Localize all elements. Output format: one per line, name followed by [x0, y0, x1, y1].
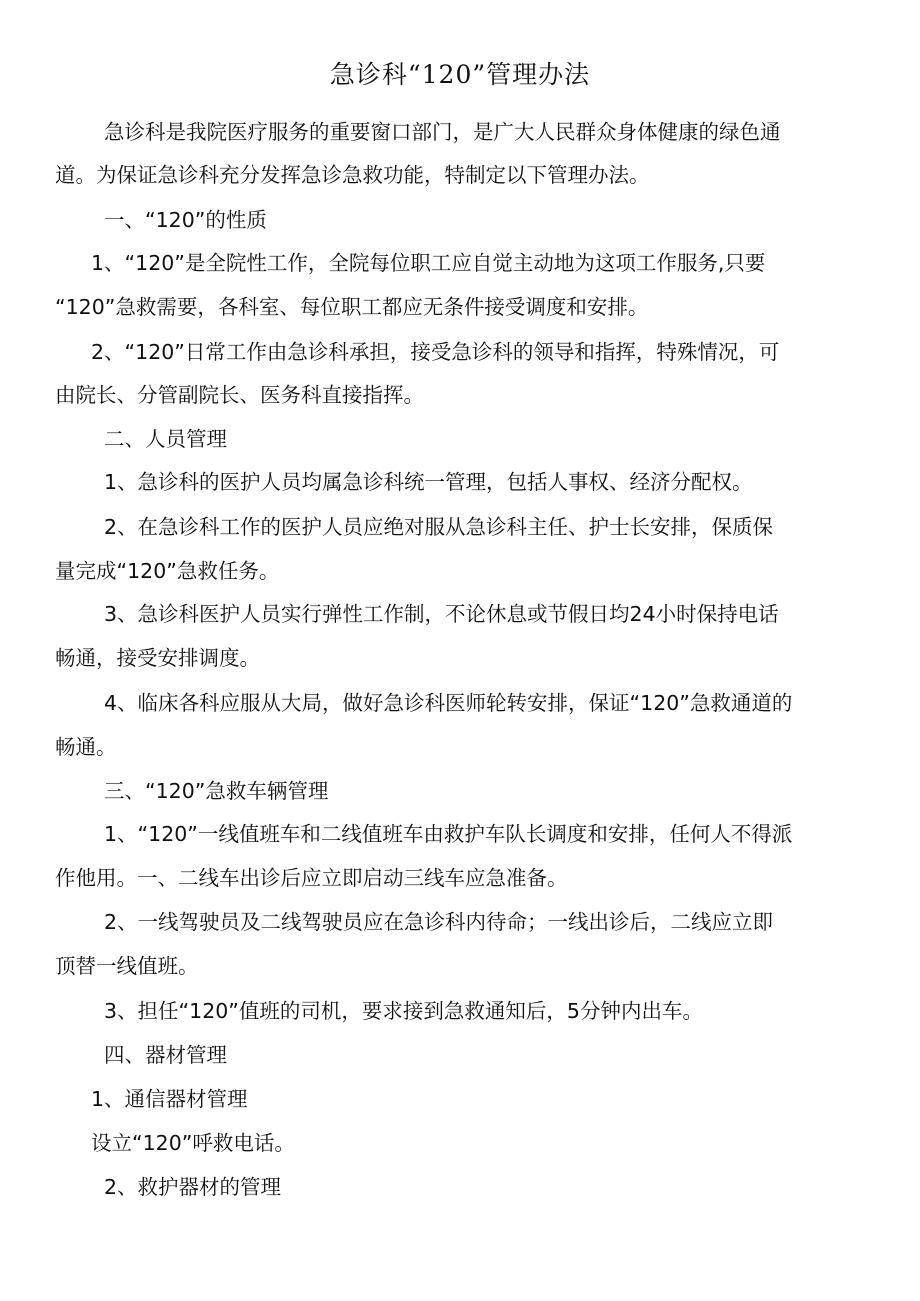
section-4-item-1-line-2: 设立“120”呼救电话。: [91, 1131, 295, 1155]
section-1-heading: 一、“120”的性质: [104, 208, 267, 232]
section-2-item-3-line-2: 畅通，接受安排调度。: [55, 646, 260, 670]
section-3-item-2-line-2: 顶替一线值班。: [55, 954, 199, 978]
section-3-item-1-line-1: 1、“120”一线值班车和二线值班车由救护车队长调度和安排，任何人不得派: [104, 822, 793, 846]
section-2-item-2-line-2: 量完成“120”急救任务。: [55, 559, 280, 583]
document-title: 急诊科“120”管理办法: [329, 60, 591, 89]
section-2-item-1-line-1: 1、急诊科的医护人员均属急诊科统一管理，包括人事权、经济分配权。: [104, 470, 753, 494]
section-4-item-1-line-1: 1、通信器材管理: [91, 1087, 248, 1111]
section-2-item-4-line-2: 畅通。: [55, 735, 117, 759]
section-1-item-1-line-2: “120”急救需要，各科室、每位职工都应无条件接受调度和安排。: [55, 295, 649, 319]
section-1-item-1-line-1: 1、“120”是全院性工作，全院每位职工应自觉主动地为这项工作服务,只要: [91, 251, 766, 275]
section-3-item-1-line-2: 作他用。一、二线车出诊后应立即启动三线车应急准备。: [55, 866, 568, 890]
section-1-item-2-line-2: 由院长、分管副院长、医务科直接指挥。: [55, 383, 424, 407]
section-3-item-3-line-1: 3、担任“120”值班的司机，要求接到急救通知后，5分钟内出车。: [104, 999, 703, 1023]
section-1-item-2-line-1: 2、“120”日常工作由急诊科承担，接受急诊科的领导和指挥，特殊情况，可: [91, 340, 780, 364]
section-3-heading: 三、“120”急救车辆管理: [104, 779, 329, 803]
intro-line-1: 急诊科是我院医疗服务的重要窗口部门，是广大人民群众身体健康的绿色通: [104, 120, 781, 144]
section-4-item-2-line-1: 2、救护器材的管理: [104, 1175, 282, 1199]
section-2-item-3-line-1: 3、急诊科医护人员实行弹性工作制，不论休息或节假日均24小时保持电话: [104, 602, 779, 626]
section-2-item-2-line-1: 2、在急诊科工作的医护人员应绝对服从急诊科主任、护士长安排，保质保: [104, 515, 774, 539]
section-2-heading: 二、人员管理: [104, 427, 227, 451]
section-4-heading: 四、器材管理: [104, 1043, 227, 1067]
intro-line-2: 道。为保证急诊科充分发挥急诊急救功能，特制定以下管理办法。: [55, 163, 650, 187]
section-2-item-4-line-1: 4、临床各科应服从大局，做好急诊科医师轮转安排，保证“120”急救通道的: [104, 691, 793, 715]
section-3-item-2-line-1: 2、一线驾驶员及二线驾驶员应在急诊科内待命；一线出诊后，二线应立即: [104, 910, 774, 934]
